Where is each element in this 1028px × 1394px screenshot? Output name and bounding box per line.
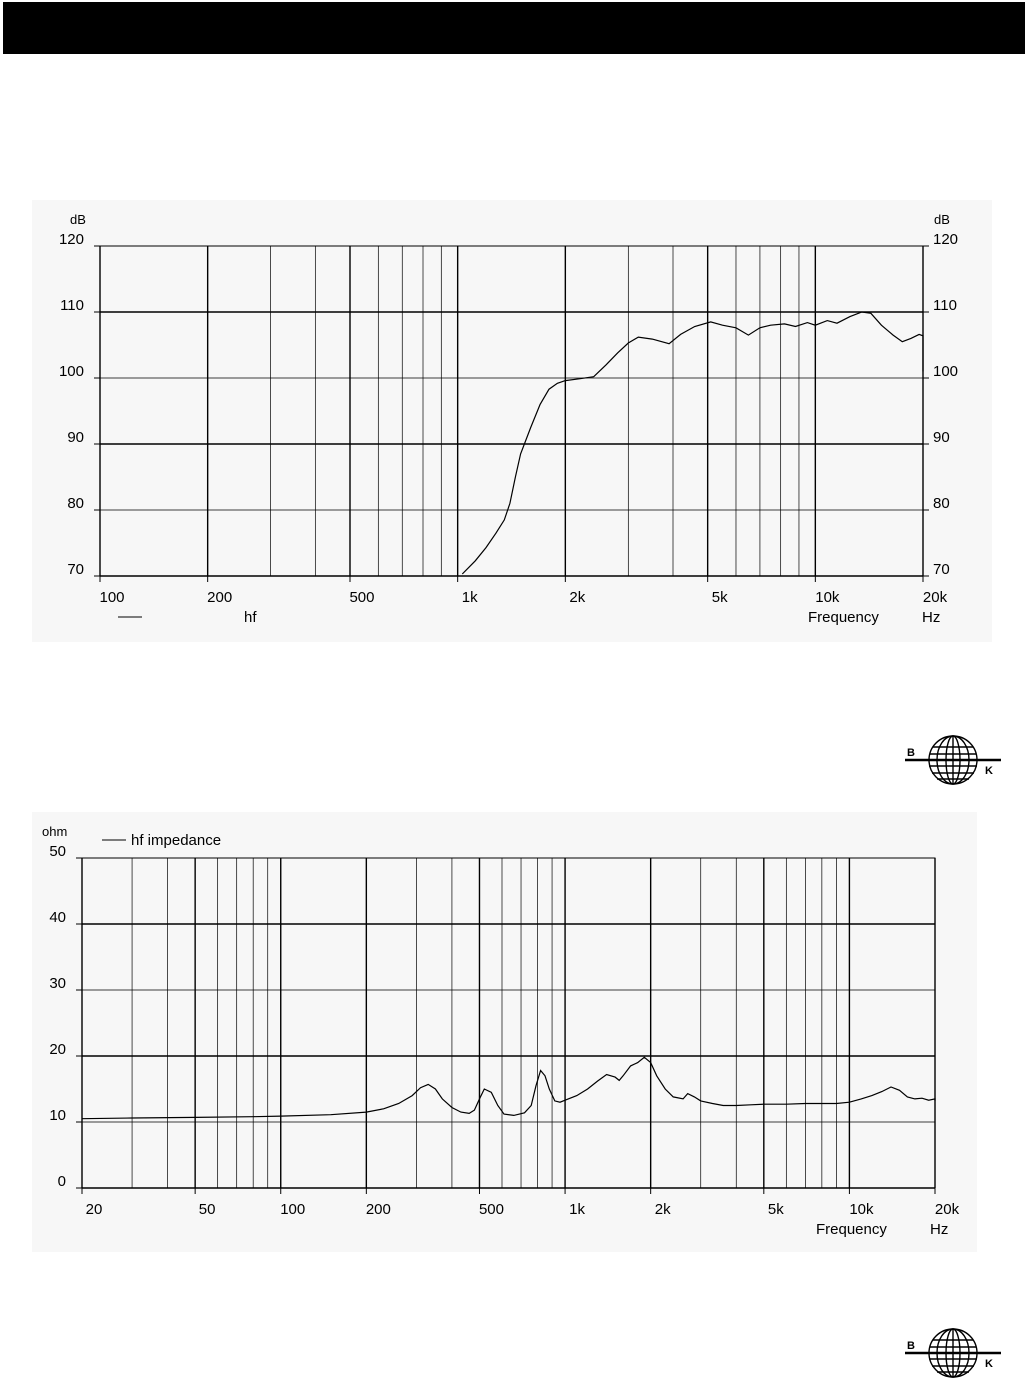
frequency-x-ticks (99, 576, 947, 606)
y-tick-label: 20 (49, 1041, 66, 1058)
x-tick-label: 5k (711, 589, 728, 606)
frequency-plot-frame (100, 246, 923, 576)
y-tick-label: 110 (60, 297, 84, 314)
y-tick-label: 0 (57, 1173, 66, 1190)
frequency-y-ticks-right (923, 231, 958, 578)
x-unit-label: Hz (922, 609, 941, 626)
x-tick-label: 2k (569, 589, 586, 606)
y-unit-right: dB (934, 212, 950, 227)
x-tick-label: 20 (85, 1201, 103, 1218)
x-axis-label: Frequency (808, 609, 879, 626)
x-tick-label: 500 (478, 1201, 504, 1218)
y-tick-label-right: 90 (933, 429, 950, 446)
y-tick-label: 10 (49, 1107, 66, 1124)
x-tick-label: 100 (280, 1201, 306, 1218)
impedance-grid (82, 858, 935, 1188)
x-tick-label: 10k (849, 1201, 874, 1218)
x-tick-label: 1k (461, 589, 478, 606)
frequency-y-ticks-left (59, 231, 100, 578)
x-tick-label: 500 (349, 589, 375, 606)
x-tick-label: 100 (99, 589, 125, 606)
x-tick-label: 1k (569, 1201, 585, 1218)
frequency-response-svg (32, 200, 992, 642)
bk-globe-logo (905, 732, 1003, 795)
x-tick-label: 20k (934, 1201, 960, 1218)
y-tick-label-right: 80 (933, 495, 950, 512)
y-tick-label-right: 100 (933, 363, 959, 380)
y-tick-label: 90 (67, 429, 84, 446)
y-tick-label: 50 (49, 843, 66, 860)
x-axis-label: Frequency (816, 1221, 887, 1238)
series-line-hf-impedance (82, 1057, 935, 1118)
y-unit: ohm (42, 824, 68, 839)
impedance-y-ticks (49, 843, 82, 1190)
svg-text:K: K (985, 1358, 993, 1370)
y-tick-label: 120 (58, 231, 84, 248)
impedance-svg (32, 812, 977, 1252)
y-tick-label: 100 (58, 363, 84, 380)
x-tick-label: 200 (365, 1201, 391, 1218)
impedance-plot-frame (82, 858, 935, 1188)
svg-text:K: K (985, 765, 993, 777)
y-tick-label-right: 120 (933, 231, 959, 248)
y-tick-label: 70 (67, 561, 84, 578)
legend-label: hf (244, 609, 257, 626)
y-tick-label-right: 110 (933, 297, 957, 314)
y-tick-label: 80 (67, 495, 84, 512)
svg-text:B: B (907, 747, 915, 759)
x-tick-label: 10k (815, 589, 840, 606)
bk-globe-logo (905, 1325, 1003, 1388)
svg-text:B: B (907, 1340, 915, 1352)
y-tick-label: 30 (49, 975, 66, 992)
x-tick-label: 200 (207, 589, 233, 606)
y-unit-left: dB (70, 212, 86, 227)
x-tick-label: 5k (767, 1201, 784, 1218)
x-tick-label: 50 (198, 1201, 216, 1218)
legend-label: hf impedance (131, 832, 222, 849)
impedance-chart (32, 812, 977, 1252)
y-tick-label-right: 70 (933, 561, 950, 578)
x-unit-label: Hz (930, 1221, 949, 1238)
frequency-grid (100, 246, 923, 576)
frequency-response-chart (32, 200, 992, 642)
series-line-hf (462, 312, 923, 574)
header-bar (3, 2, 1025, 54)
x-tick-label: 2k (654, 1201, 671, 1218)
impedance-x-ticks (82, 1188, 960, 1218)
x-tick-label: 20k (922, 589, 948, 606)
y-tick-label: 40 (49, 909, 66, 926)
